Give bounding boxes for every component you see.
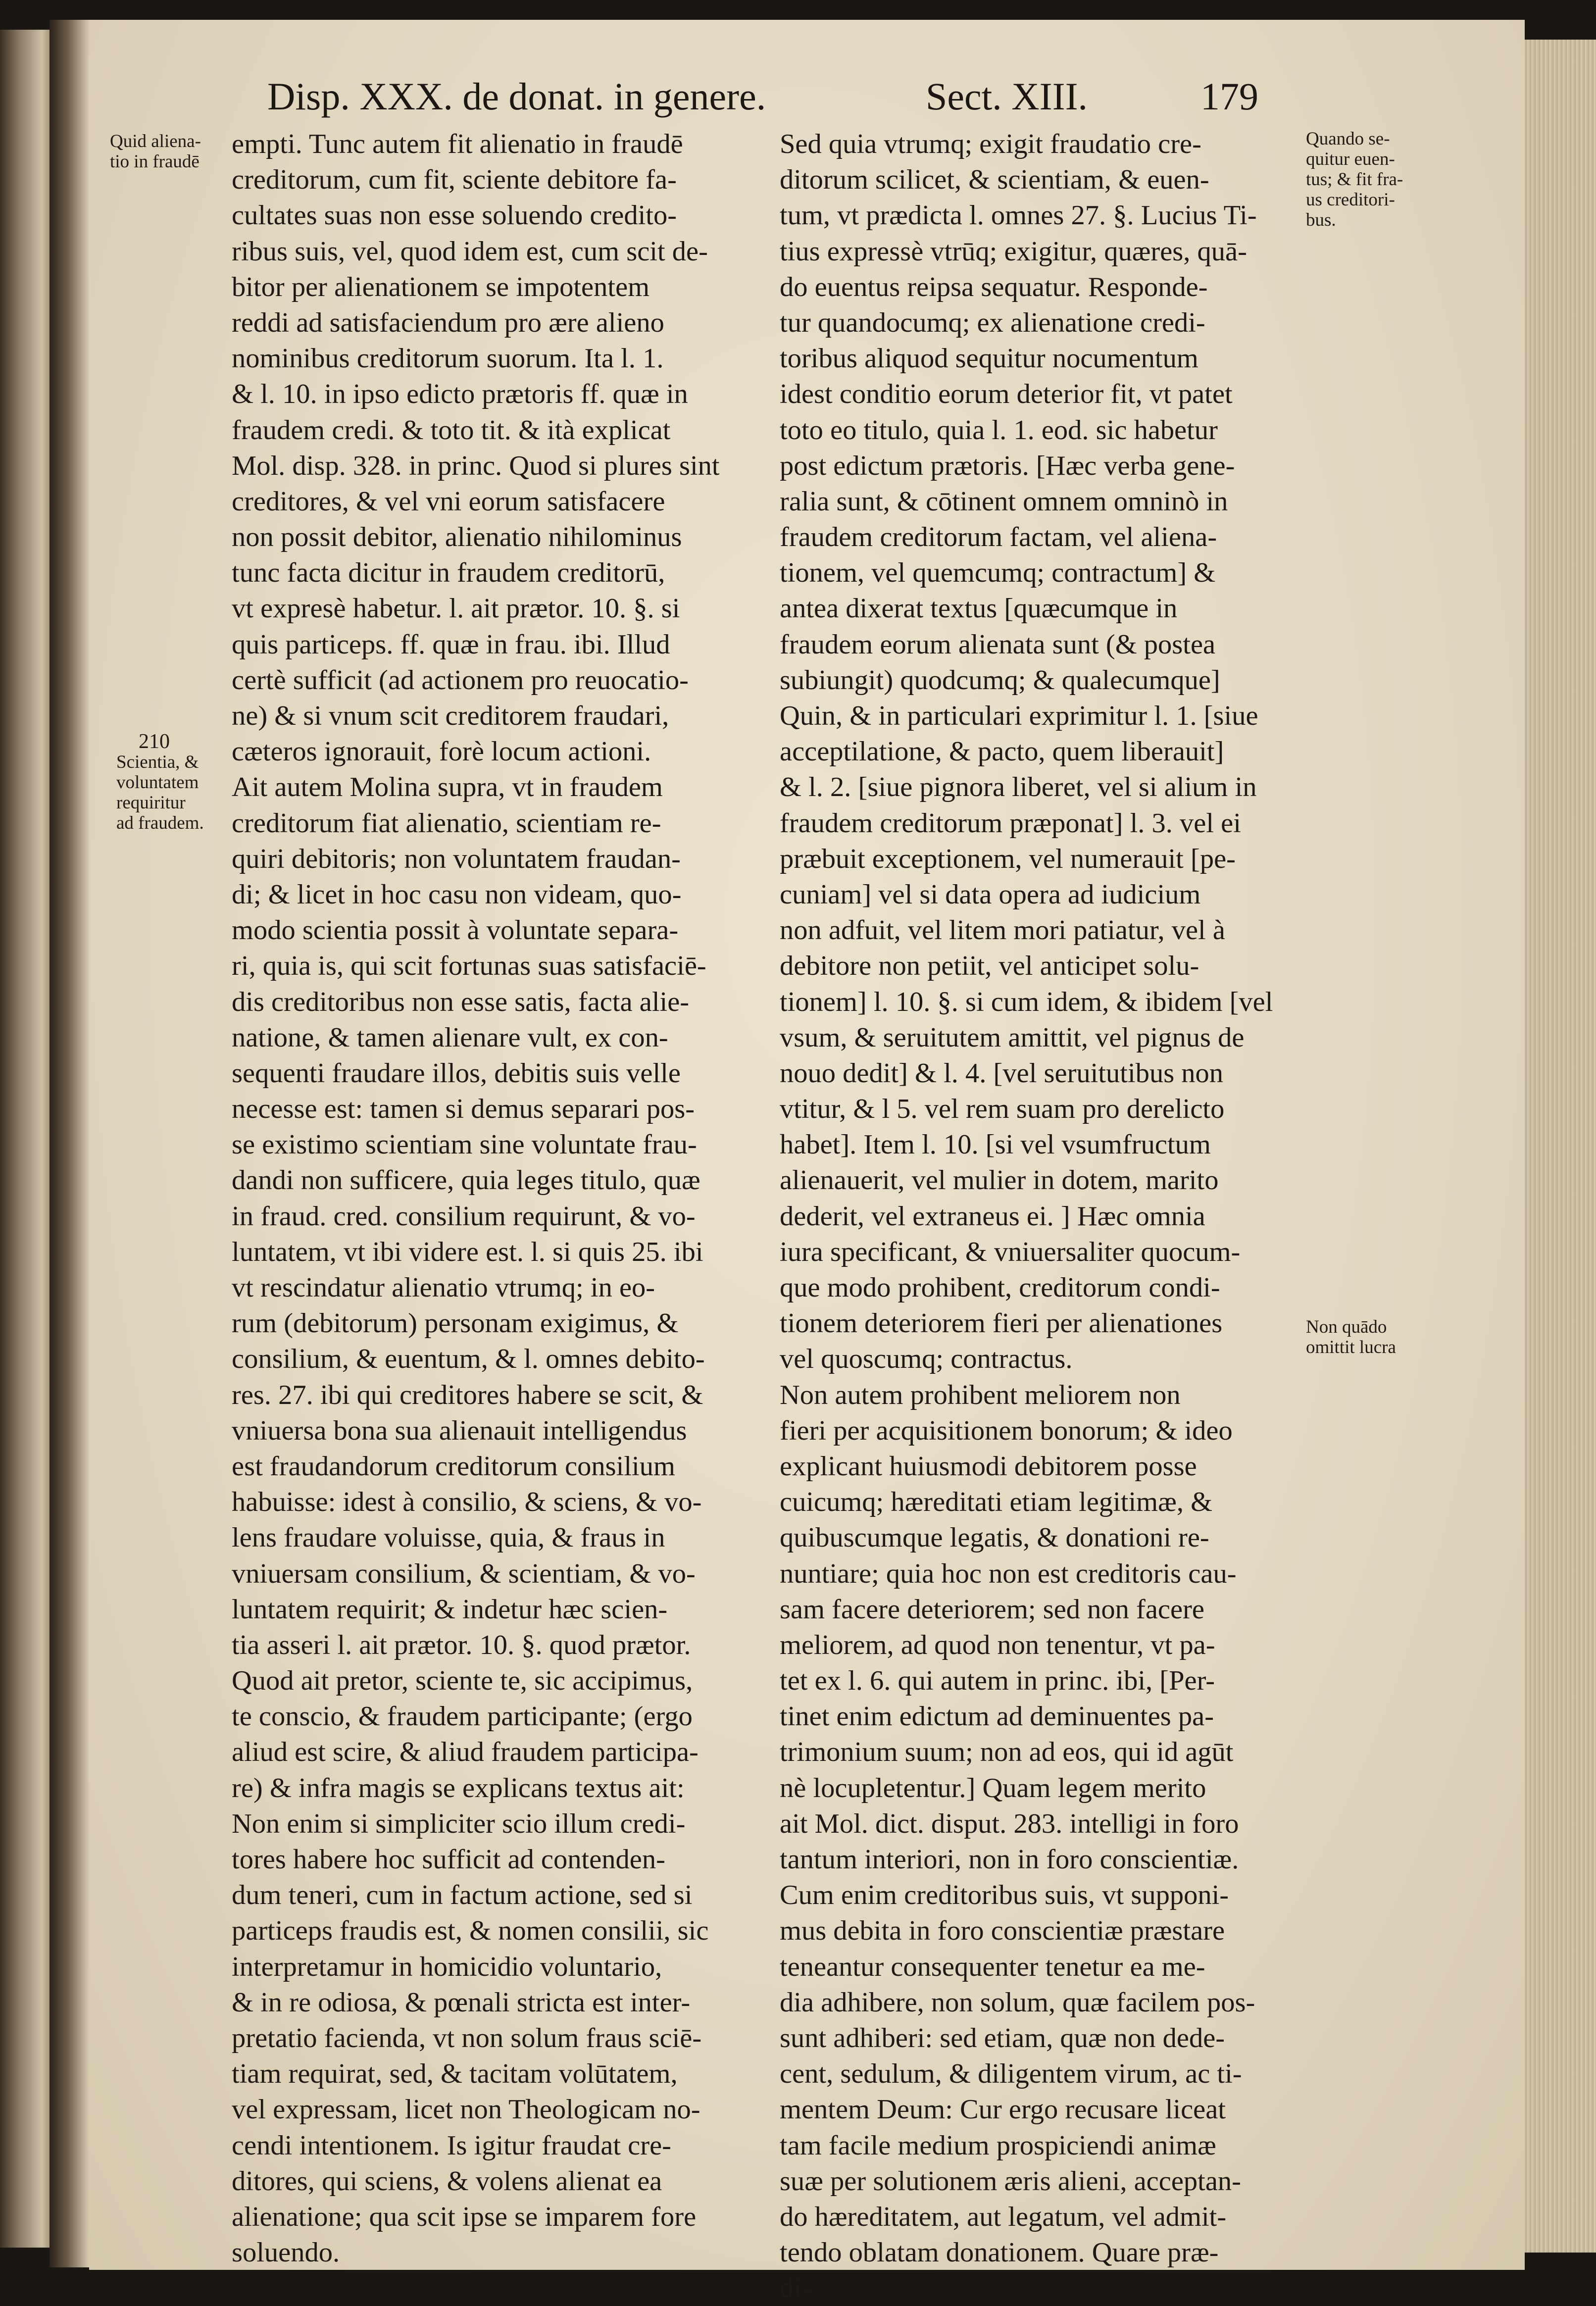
- text-line: tores habere hoc sufficit ad contenden-: [232, 1844, 665, 1875]
- text-line: interpretamur in homicidio voluntario,: [232, 1951, 662, 1982]
- text-line: sequenti fraudare illos, debitis suis velle: [232, 1057, 681, 1089]
- text-line: dis creditoribus non esse satis, facta alie-: [232, 986, 690, 1017]
- running-head-title: Disp. XXX. de donat. in genere.: [267, 75, 766, 118]
- text-line: fraudem eorum alienata sunt (& postea: [780, 629, 1216, 660]
- text-line: alienauerit, vel mulier in dotem, marito: [780, 1165, 1219, 1196]
- text-line: cultates suas non esse soluendo credito-: [232, 200, 677, 231]
- text-line: aliud est scire, & aliud fraudem participa-: [232, 1737, 698, 1768]
- text-line: cæteros ignorauit, forè locum actioni.: [232, 736, 651, 767]
- text-line: vel quoscumq; contractus.: [780, 1344, 1073, 1375]
- text-line: tur quandocumq; ex alienatione credi-: [780, 307, 1205, 338]
- text-line: vniuersam consilium, & scientiam, & vo-: [232, 1558, 696, 1589]
- text-line: ne) & si vnum scit creditorem fraudari,: [232, 701, 669, 731]
- margin-note-line: requiritur: [116, 793, 186, 813]
- page-stack-edge: [1525, 40, 1596, 2253]
- margin-note-right-top: [1306, 129, 1403, 230]
- text-line: iura specificant, & vniuersaliter quocum-: [780, 1236, 1241, 1267]
- margin-note-line: Non quādo: [1306, 1317, 1387, 1337]
- text-line: ditorum scilicet, & scientiam, & euen-: [780, 164, 1209, 196]
- margin-note-line: tio in fraudē: [110, 151, 200, 172]
- margin-note-line: tus; & fit fra-: [1306, 169, 1403, 190]
- text-line: toribus aliquod sequitur nocumentum: [780, 343, 1198, 374]
- text-line: & l. 10. in ipso edicto prætoris ff. quæ in: [232, 379, 688, 410]
- page-number: 179: [1200, 75, 1258, 118]
- text-line: tum, vt prædicta l. omnes 27. §. Lucius Ti-: [780, 200, 1257, 231]
- text-line: di; & licet in hoc casu non videam, quo-: [232, 879, 682, 910]
- text-line: ait Mol. dict. disput. 283. intelligi in foro: [780, 1808, 1239, 1839]
- text-line: lens fraudare voluisse, quia, & fraus in: [232, 1522, 665, 1554]
- text-line: vsum, & seruitutem amittit, vel pignus de: [780, 1022, 1245, 1053]
- text-line: Ait autem Molina supra, vt in fraudem: [232, 772, 663, 803]
- text-line: habuisse: idest à consilio, & sciens, & vo-: [232, 1487, 702, 1518]
- text-line: te conscio, & fraudem participante; (ergo: [232, 1701, 693, 1732]
- margin-note-line: omittit lucra: [1306, 1337, 1396, 1357]
- text-line: luntatem, vt ibi videre est. l. si quis 25. ibi: [232, 1236, 703, 1267]
- previous-page-edge: [0, 30, 50, 2248]
- text-line: tunc facta dicitur in fraudem creditorū,: [232, 557, 665, 589]
- text-line: & l. 2. [siue pignora liberet, vel si alium in: [780, 772, 1257, 803]
- text-line: di-: [780, 2273, 811, 2304]
- text-line: mentem Deum: Cur ergo recusare liceat: [780, 2094, 1226, 2125]
- text-line: fraudem credi. & toto tit. & ità explicat: [232, 414, 671, 446]
- text-line: empti. Tunc autem fit alienatio in fraudē: [232, 129, 683, 159]
- text-line: tius expressè vtrūq; exigitur, quæres, quā-: [780, 236, 1247, 267]
- text-line: nouo dedit] & l. 4. [vel seruitutibus non: [780, 1057, 1224, 1089]
- text-line: ri, quia is, qui scit fortunas suas satisfaciē-: [232, 951, 706, 982]
- text-line: tet ex l. 6. qui autem in princ. ibi, [Per-: [780, 1665, 1215, 1697]
- text-line: Quin, & in particulari exprimitur l. 1. [siue: [780, 701, 1258, 731]
- text-line: tia asseri l. ait prætor. 10. §. quod prætor.: [232, 1629, 691, 1660]
- text-line: necesse est: tamen si demus separari pos-: [232, 1094, 695, 1125]
- text-line: tionem, vel quemcumq; contractum] &: [780, 557, 1216, 589]
- text-line: teneantur consequenter tenetur ea me-: [780, 1951, 1205, 1982]
- text-line: ralia sunt, & cōtinent omnem omninò in: [780, 486, 1228, 517]
- text-line: soluendo.: [232, 2237, 340, 2268]
- text-line: fraudem creditorum factam, vel aliena-: [780, 522, 1217, 553]
- text-line: non possit debitor, alienatio nihilominus: [232, 522, 682, 553]
- text-line: antea dixerat textus [quæcumque in: [780, 593, 1178, 624]
- text-line: Mol. disp. 328. in princ. Quod si plures sint: [232, 450, 720, 481]
- margin-note-line: 210: [139, 730, 170, 753]
- text-line: tiam requirat, sed, & tacitam volūtatem,: [232, 2058, 678, 2090]
- text-line: bitor per alienationem se impotentem: [232, 271, 650, 302]
- text-line: & in re odiosa, & pœnali stricta est inter-: [232, 1987, 691, 2018]
- text-line: præbuit exceptionem, vel numerauit [pe-: [780, 843, 1236, 874]
- text-line: rum (debitorum) personam exigimus, &: [232, 1308, 679, 1339]
- text-line: habet]. Item l. 10. [si vel vsumfructum: [780, 1129, 1211, 1160]
- text-line: meliorem, ad quod non tenentur, vt pa-: [780, 1629, 1215, 1660]
- text-line: vt rescindatur alienatio vtrumq; in eo-: [232, 1272, 655, 1303]
- text-line: toto eo titulo, quia l. 1. eod. sic habetur: [780, 414, 1218, 446]
- margin-note-line: Quando se-: [1306, 129, 1390, 149]
- text-line: luntatem requirit; & indetur hæc scien-: [232, 1594, 668, 1625]
- margin-note-left-mid: [116, 732, 204, 833]
- text-line: vel expressam, licet non Theologicam no-: [232, 2094, 700, 2125]
- text-line: Sed quia vtrumq; exigit fraudatio cre-: [780, 129, 1201, 159]
- text-line: creditorum, cum fit, sciente debitore fa-: [232, 164, 677, 196]
- text-line: particeps fraudis est, & nomen consilii, sic: [232, 1915, 709, 1947]
- text-line: cuicumq; hæreditati etiam legitimæ, &: [780, 1487, 1213, 1518]
- text-line: vt expresè habetur. l. ait prætor. 10. §. si: [232, 593, 680, 624]
- text-line: sam facere deteriorem; sed non facere: [780, 1594, 1204, 1625]
- text-line: acceptilatione, & pacto, quem liberauit]: [780, 736, 1224, 767]
- text-line: ditores, qui sciens, & volens alienat ea: [232, 2165, 662, 2197]
- text-line: fraudem creditorum præponat] l. 3. vel ei: [780, 807, 1241, 839]
- text-line: creditorum fiat alienatio, scientiam re-: [232, 807, 661, 839]
- text-line: tam facile medium prospiciendi animæ: [780, 2130, 1216, 2161]
- text-line: reddi ad satisfaciendum pro ære alieno: [232, 307, 664, 338]
- text-line: res. 27. ibi qui creditores habere se scit, &: [232, 1379, 703, 1410]
- text-line: se existimo scientiam sine voluntate frau-: [232, 1129, 697, 1160]
- margin-note-right-mid: [1306, 1317, 1396, 1357]
- text-line: modo scientia possit à voluntate separa-: [232, 915, 679, 946]
- text-line: subiungit) quodcumq; & qualecumque]: [780, 664, 1220, 696]
- text-line: est fraudandorum creditorum consilium: [232, 1451, 675, 1482]
- text-line: tionem] l. 10. §. si cum idem, & ibidem [vel: [780, 986, 1273, 1017]
- text-line: quiri debitoris; non voluntatem fraudan-: [232, 843, 681, 874]
- text-line: tendo oblatam donationem. Quare præ-: [780, 2237, 1219, 2268]
- text-line: mus debita in foro conscientiæ præstare: [780, 1915, 1225, 1947]
- text-line: tinet enim edictum ad deminuentes pa-: [780, 1701, 1214, 1732]
- book-gutter: [50, 20, 89, 2267]
- text-line: cendi intentionem. Is igitur fraudat cre-: [232, 2130, 671, 2161]
- text-line: idest conditio eorum deterior fit, vt patet: [780, 379, 1233, 410]
- text-line: in fraud. cred. consilium requirunt, & vo-: [232, 1201, 696, 1232]
- text-line: do euentus reipsa sequatur. Responde-: [780, 271, 1208, 302]
- margin-note-line: voluntatem: [116, 772, 199, 793]
- text-line: que modo prohibent, creditorum condi-: [780, 1272, 1220, 1303]
- text-line: cuniam] vel si data opera ad iudicium: [780, 879, 1201, 910]
- text-line: suæ per solutionem æris alieni, acceptan-: [780, 2165, 1242, 2197]
- margin-note-line: bus.: [1306, 210, 1336, 230]
- text-line: ribus suis, vel, quod idem est, cum scit de-: [232, 236, 708, 267]
- text-line: dederit, vel extraneus ei. ] Hæc omnia: [780, 1201, 1205, 1232]
- text-line: trimonium suum; non ad eos, qui id agūt: [780, 1737, 1234, 1768]
- text-column-left: [232, 126, 764, 2270]
- text-line: alienatione; qua scit ipse se imparem fore: [232, 2201, 697, 2232]
- text-line: vniuersa bona sua alienauit intelligendus: [232, 1415, 687, 1446]
- text-line: nè locupletentur.] Quam legem merito: [780, 1772, 1206, 1804]
- text-line: sunt adhiberi: sed etiam, quæ non dede-: [780, 2022, 1225, 2054]
- text-line: Cum enim creditoribus suis, vt supponi-: [780, 1880, 1229, 1911]
- text-line: nuntiare; quia hoc non est creditoris cau-: [780, 1558, 1237, 1589]
- text-line: explicant huiusmodi debitorem posse: [780, 1451, 1197, 1482]
- margin-note-line: Quid aliena-: [110, 131, 201, 151]
- text-line: consilium, & euentum, & l. omnes debito-: [232, 1344, 705, 1375]
- text-line: quis particeps. ff. quæ in frau. ibi. Illud: [232, 629, 670, 660]
- text-line: do hæreditatem, aut legatum, vel admit-: [780, 2201, 1227, 2232]
- text-line: cent, sedulum, & diligentem virum, ac ti-: [780, 2058, 1242, 2090]
- margin-note-line: ad fraudem.: [116, 813, 204, 833]
- margin-note-line: us creditori-: [1306, 190, 1395, 210]
- text-line: debitore non petiit, vel anticipet solu-: [780, 951, 1199, 982]
- running-head-section: Sect. XIII.: [926, 75, 1088, 118]
- text-line: tionem deteriorem fieri per alienationes: [780, 1308, 1223, 1339]
- text-line: fieri per acquisitionem bonorum; & ideo: [780, 1415, 1233, 1446]
- text-line: vtitur, & l 5. vel rem suam pro derelicto: [780, 1094, 1225, 1125]
- text-line: certè sufficit (ad actionem pro reuocatio-: [232, 664, 689, 696]
- text-line: Non autem prohibent meliorem non: [780, 1379, 1181, 1410]
- text-line: re) & infra magis se explicans textus ait:: [232, 1772, 685, 1804]
- margin-note-line: quitur euen-: [1306, 149, 1395, 169]
- text-line: dandi non sufficere, quia leges titulo, quæ: [232, 1165, 700, 1196]
- text-line: dum teneri, cum in factum actione, sed si: [232, 1880, 693, 1911]
- text-line: non adfuit, vel litem mori patiatur, vel à: [780, 915, 1225, 946]
- text-line: nominibus creditorum suorum. Ita l. 1.: [232, 343, 664, 374]
- text-line: quibuscumque legatis, & donationi re-: [780, 1522, 1209, 1554]
- text-line: dia adhibere, non solum, quæ facilem pos-: [780, 1987, 1255, 2018]
- text-line: post edictum prætoris. [Hæc verba gene-: [780, 450, 1235, 481]
- margin-note-left-top: [110, 131, 201, 172]
- text-line: creditores, & vel vni eorum satisfacere: [232, 486, 665, 517]
- text-line: Quod ait pretor, sciente te, sic accipimus,: [232, 1665, 693, 1697]
- text-line: tantum interiori, non in foro conscientiæ.: [780, 1844, 1239, 1875]
- text-line: Non enim si simpliciter scio illum credi-: [232, 1808, 686, 1839]
- text-line: pretatio facienda, vt non solum fraus sciē-: [232, 2022, 702, 2054]
- text-line: natione, & tamen alienare vult, ex con-: [232, 1022, 668, 1053]
- text-column-right: [780, 126, 1312, 2306]
- margin-note-line: Scientia, &: [116, 752, 199, 772]
